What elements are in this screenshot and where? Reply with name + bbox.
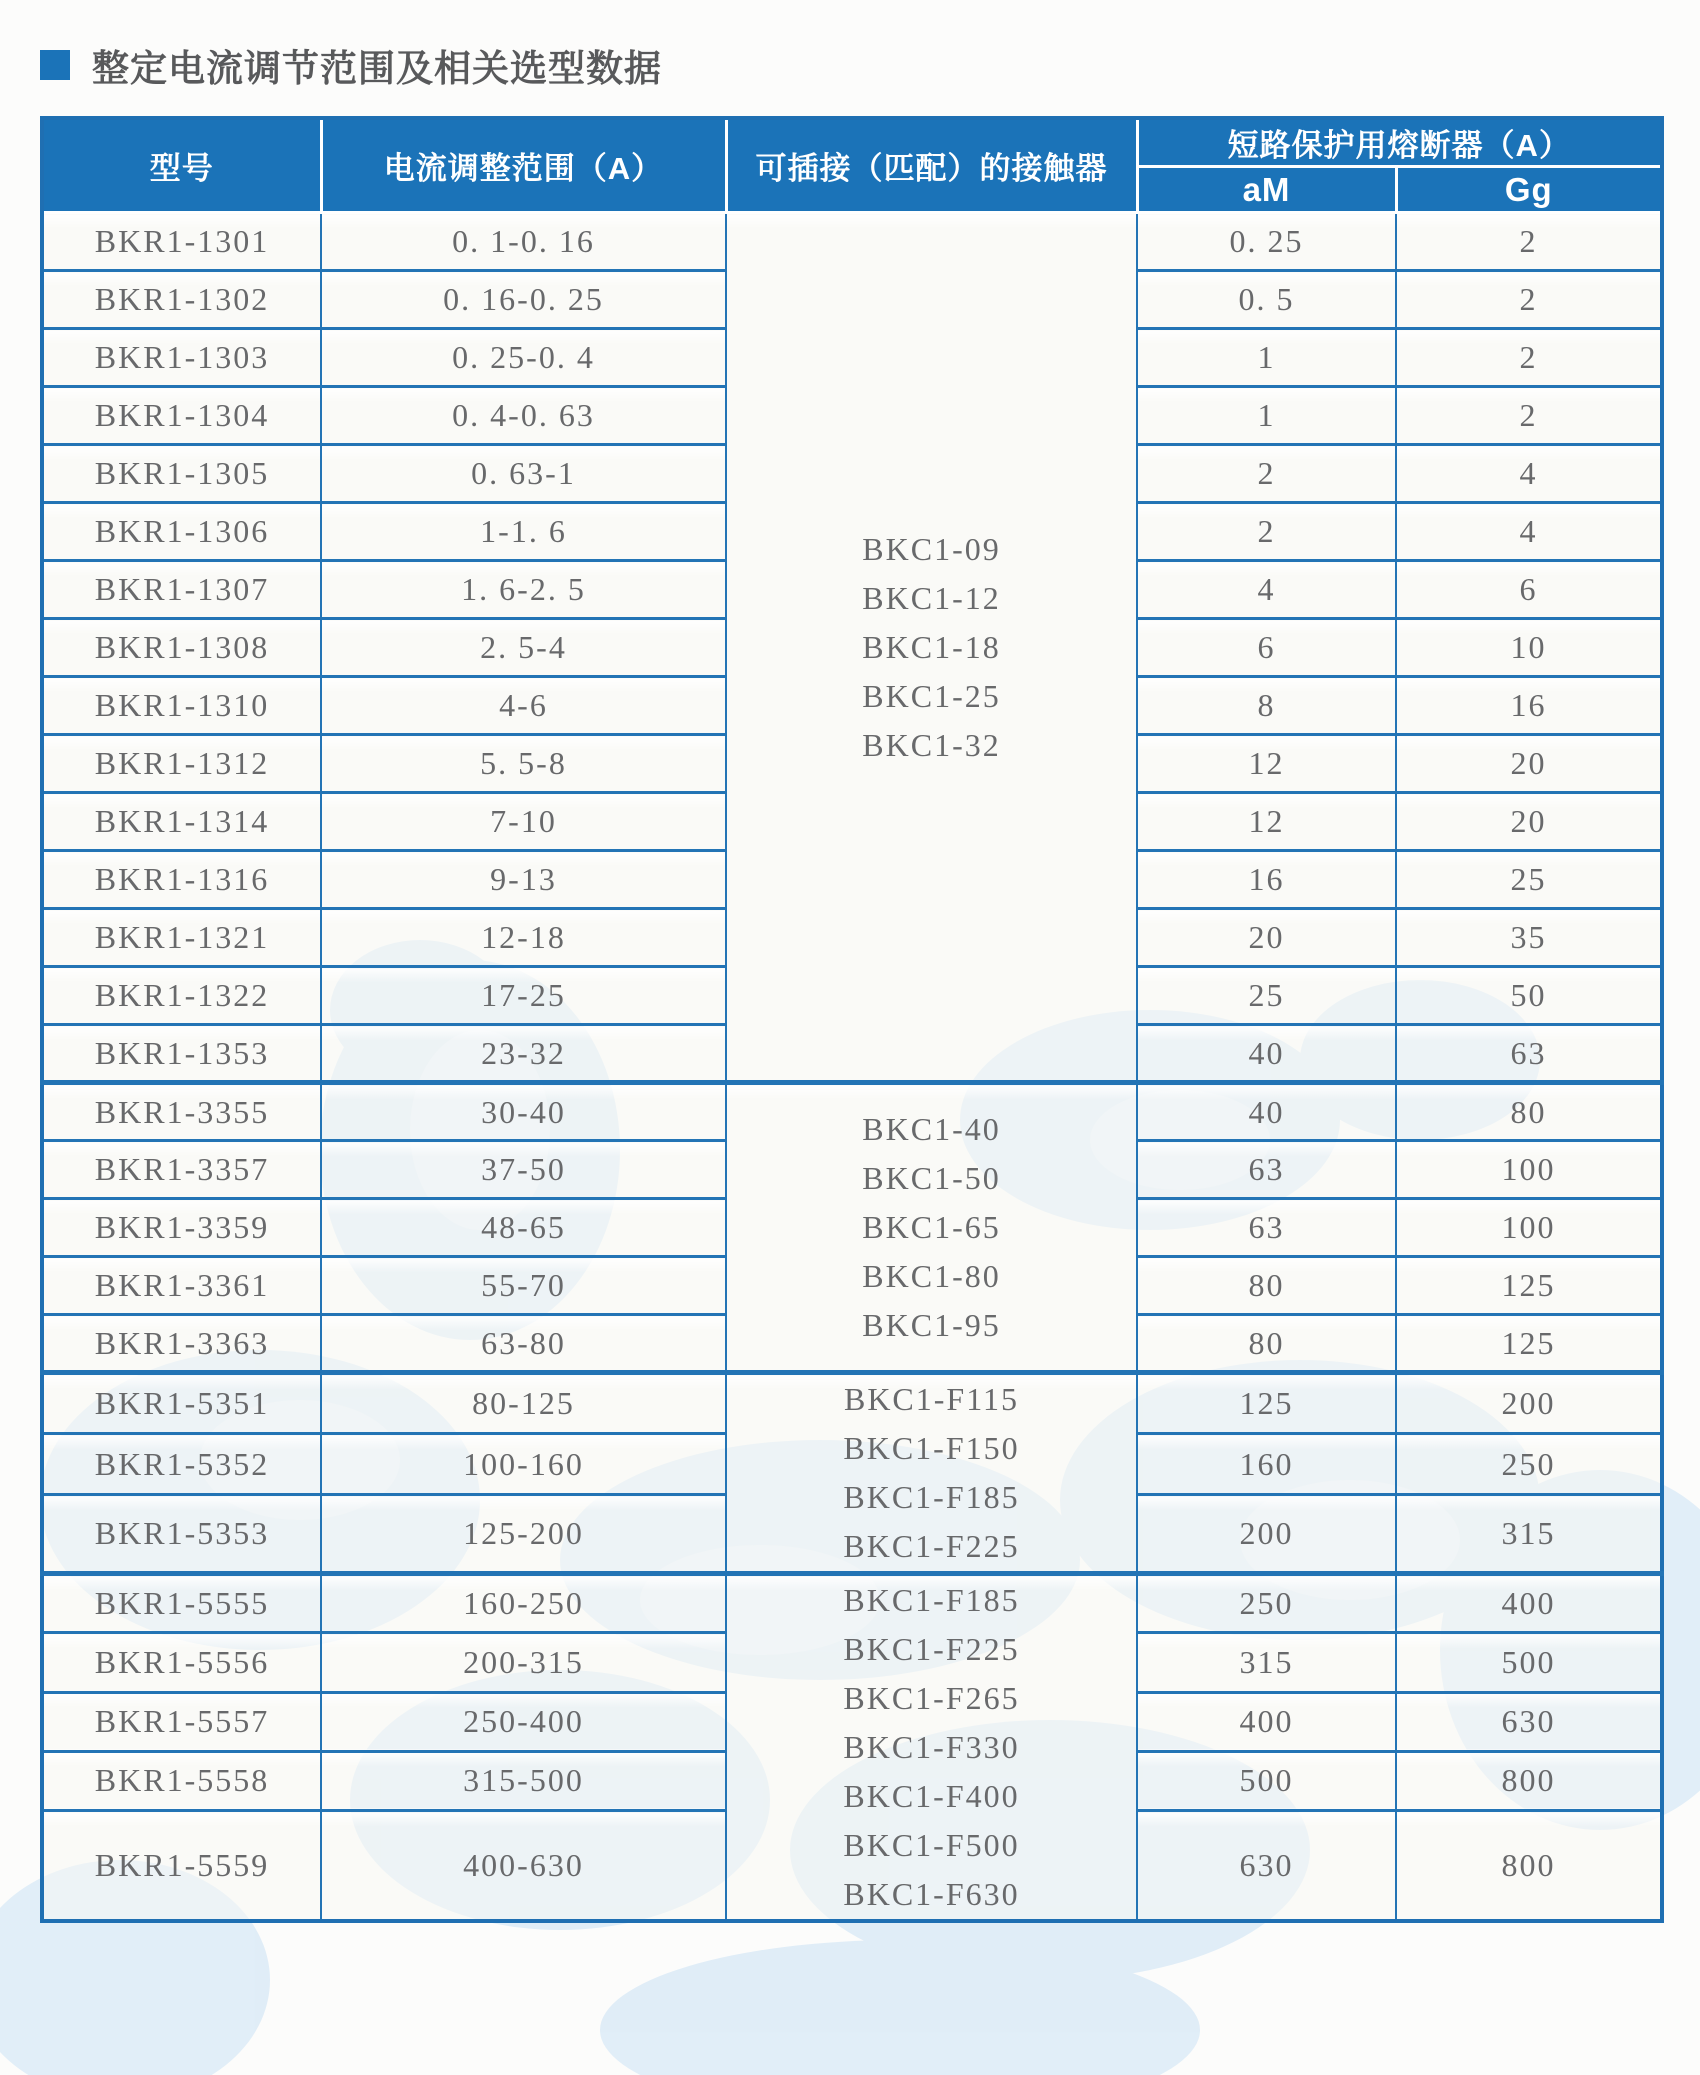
- fuse-gg-cell: 50: [1396, 967, 1662, 1025]
- range-cell: 37-50: [321, 1141, 726, 1199]
- contactor-item: BKC1-25: [862, 677, 1001, 714]
- fuse-gg-cell: 400: [1396, 1574, 1662, 1633]
- contactor-item: BKC1-F185: [843, 1582, 1020, 1618]
- contactor-item: BKC1-F630: [843, 1876, 1020, 1912]
- fuse-am-cell: 8: [1137, 677, 1396, 735]
- fuse-gg-cell: 100: [1396, 1199, 1662, 1257]
- range-cell: 12-18: [321, 909, 726, 967]
- model-cell: BKR1-1304: [42, 387, 321, 445]
- fuse-gg-cell: 800: [1396, 1811, 1662, 1921]
- range-cell: 2. 5-4: [321, 619, 726, 677]
- contactor-item: BKC1-80: [862, 1258, 1001, 1294]
- fuse-am-cell: 12: [1137, 793, 1396, 851]
- col-header-fuse-gg: Gg: [1396, 167, 1662, 213]
- fuse-gg-cell: 315: [1396, 1495, 1662, 1574]
- contactor-group-cell: [726, 213, 1137, 1083]
- fuse-am-cell: 20: [1137, 909, 1396, 967]
- range-cell: 0. 4-0. 63: [321, 387, 726, 445]
- fuse-am-cell: 0. 5: [1137, 271, 1396, 329]
- model-cell: BKR1-1305: [42, 445, 321, 503]
- contactor-item: BKC1-F185: [843, 1479, 1020, 1515]
- fuse-am-cell: 25: [1137, 967, 1396, 1025]
- range-cell: 4-6: [321, 677, 726, 735]
- model-cell: BKR1-5353: [42, 1495, 321, 1574]
- model-cell: BKR1-5555: [42, 1574, 321, 1633]
- model-cell: BKR1-3355: [42, 1083, 321, 1141]
- contactor-item: BKC1-18: [862, 628, 1001, 665]
- contactor-item: BKC1-95: [862, 1307, 1001, 1343]
- contactor-item: BKC1-40: [862, 1111, 1001, 1147]
- fuse-am-cell: 80: [1137, 1257, 1396, 1315]
- model-cell: BKR1-3363: [42, 1315, 321, 1373]
- contactor-item: BKC1-F150: [843, 1430, 1020, 1466]
- range-cell: 125-200: [321, 1495, 726, 1574]
- model-cell: BKR1-1306: [42, 503, 321, 561]
- range-cell: 48-65: [321, 1199, 726, 1257]
- range-cell: 0. 16-0. 25: [321, 271, 726, 329]
- model-cell: BKR1-5351: [42, 1373, 321, 1434]
- fuse-am-cell: 2: [1137, 503, 1396, 561]
- fuse-am-cell: 4: [1137, 561, 1396, 619]
- fuse-gg-cell: 63: [1396, 1025, 1662, 1083]
- fuse-am-cell: 63: [1137, 1199, 1396, 1257]
- fuse-am-cell: 1: [1137, 387, 1396, 445]
- fuse-am-cell: 1: [1137, 329, 1396, 387]
- model-cell: BKR1-5559: [42, 1811, 321, 1921]
- model-cell: BKR1-3357: [42, 1141, 321, 1199]
- range-cell: 160-250: [321, 1574, 726, 1633]
- fuse-gg-cell: 16: [1396, 677, 1662, 735]
- fuse-gg-cell: 125: [1396, 1257, 1662, 1315]
- range-cell: 200-315: [321, 1633, 726, 1692]
- model-cell: BKR1-1310: [42, 677, 321, 735]
- col-header-fuse: 短路保护用熔断器（A）: [1137, 118, 1662, 167]
- fuse-am-cell: 160: [1137, 1434, 1396, 1495]
- model-cell: BKR1-1312: [42, 735, 321, 793]
- model-cell: BKR1-5352: [42, 1434, 321, 1495]
- range-cell: 5. 5-8: [321, 735, 726, 793]
- range-cell: 400-630: [321, 1811, 726, 1921]
- fuse-gg-cell: 2: [1396, 387, 1662, 445]
- range-cell: 23-32: [321, 1025, 726, 1083]
- header-row-main: [42, 118, 1662, 167]
- range-cell: 1. 6-2. 5: [321, 561, 726, 619]
- col-header-current-range: 电流调整范围（A）: [321, 118, 726, 213]
- model-cell: BKR1-1314: [42, 793, 321, 851]
- fuse-gg-cell: 6: [1396, 561, 1662, 619]
- fuse-am-cell: 400: [1137, 1692, 1396, 1751]
- col-header-fuse-am: aM: [1137, 167, 1396, 213]
- fuse-am-cell: 125: [1137, 1373, 1396, 1434]
- contactor-item: BKC1-65: [862, 1209, 1001, 1245]
- fuse-gg-cell: 80: [1396, 1083, 1662, 1141]
- fuse-am-cell: 40: [1137, 1025, 1396, 1083]
- fuse-gg-cell: 20: [1396, 735, 1662, 793]
- model-cell: BKR1-1353: [42, 1025, 321, 1083]
- range-cell: 17-25: [321, 967, 726, 1025]
- contactor-item: BKC1-F225: [843, 1631, 1020, 1667]
- model-cell: BKR1-5558: [42, 1751, 321, 1810]
- range-cell: 80-125: [321, 1373, 726, 1434]
- range-cell: 30-40: [321, 1083, 726, 1141]
- range-cell: 1-1. 6: [321, 503, 726, 561]
- contactor-item: BKC1-09: [862, 530, 1001, 567]
- model-cell: BKR1-1303: [42, 329, 321, 387]
- model-cell: BKR1-1321: [42, 909, 321, 967]
- contactor-item: BKC1-F115: [843, 1381, 1020, 1417]
- contactor-item: BKC1-F225: [843, 1528, 1020, 1564]
- range-cell: 250-400: [321, 1692, 726, 1751]
- range-cell: 100-160: [321, 1434, 726, 1495]
- table-row: [42, 1574, 1662, 1633]
- fuse-gg-cell: 10: [1396, 619, 1662, 677]
- fuse-am-cell: 40: [1137, 1083, 1396, 1141]
- contactor-item: BKC1-F400: [843, 1778, 1020, 1814]
- fuse-am-cell: 0. 25: [1137, 213, 1396, 271]
- model-cell: BKR1-1301: [42, 213, 321, 271]
- model-cell: BKR1-3359: [42, 1199, 321, 1257]
- selection-table: [40, 116, 1664, 1923]
- section-title: [0, 0, 1700, 90]
- range-cell: 0. 63-1: [321, 445, 726, 503]
- contactor-group-cell: [726, 1083, 1137, 1373]
- model-cell: BKR1-1307: [42, 561, 321, 619]
- contactor-item: BKC1-F500: [843, 1827, 1020, 1863]
- fuse-am-cell: 200: [1137, 1495, 1396, 1574]
- fuse-am-cell: 12: [1137, 735, 1396, 793]
- contactor-item: BKC1-50: [862, 1160, 1001, 1196]
- fuse-am-cell: 16: [1137, 851, 1396, 909]
- range-cell: 9-13: [321, 851, 726, 909]
- fuse-am-cell: 630: [1137, 1811, 1396, 1921]
- table-row: [42, 213, 1662, 271]
- fuse-gg-cell: 35: [1396, 909, 1662, 967]
- table-row: [42, 1373, 1662, 1434]
- contactor-group-cell: [726, 1373, 1137, 1574]
- title-bullet-square: [40, 50, 70, 80]
- model-cell: BKR1-1322: [42, 967, 321, 1025]
- col-header-model: 型号: [42, 118, 321, 213]
- fuse-am-cell: 2: [1137, 445, 1396, 503]
- fuse-gg-cell: 2: [1396, 329, 1662, 387]
- fuse-gg-cell: 250: [1396, 1434, 1662, 1495]
- model-cell: BKR1-1316: [42, 851, 321, 909]
- range-cell: 315-500: [321, 1751, 726, 1810]
- fuse-am-cell: 63: [1137, 1141, 1396, 1199]
- fuse-am-cell: 250: [1137, 1574, 1396, 1633]
- fuse-gg-cell: 500: [1396, 1633, 1662, 1692]
- fuse-gg-cell: 2: [1396, 213, 1662, 271]
- page-title: 整定电流调节范围及相关选型数据: [92, 48, 662, 89]
- fuse-gg-cell: 2: [1396, 271, 1662, 329]
- fuse-gg-cell: 25: [1396, 851, 1662, 909]
- contactor-item: BKC1-F330: [843, 1729, 1020, 1765]
- contactor-item: BKC1-12: [862, 579, 1001, 616]
- range-cell: 63-80: [321, 1315, 726, 1373]
- range-cell: 0. 25-0. 4: [321, 329, 726, 387]
- fuse-am-cell: 80: [1137, 1315, 1396, 1373]
- model-cell: BKR1-5557: [42, 1692, 321, 1751]
- fuse-gg-cell: 125: [1396, 1315, 1662, 1373]
- contactor-item: BKC1-F265: [843, 1680, 1020, 1716]
- range-cell: 0. 1-0. 16: [321, 213, 726, 271]
- col-header-contactor: 可插接（匹配）的接触器: [726, 118, 1137, 213]
- range-cell: 55-70: [321, 1257, 726, 1315]
- model-cell: BKR1-1308: [42, 619, 321, 677]
- fuse-am-cell: 315: [1137, 1633, 1396, 1692]
- table-row: [42, 1083, 1662, 1141]
- fuse-am-cell: 6: [1137, 619, 1396, 677]
- fuse-gg-cell: 100: [1396, 1141, 1662, 1199]
- fuse-am-cell: 500: [1137, 1751, 1396, 1810]
- model-cell: BKR1-5556: [42, 1633, 321, 1692]
- model-cell: BKR1-1302: [42, 271, 321, 329]
- fuse-gg-cell: 20: [1396, 793, 1662, 851]
- fuse-gg-cell: 4: [1396, 445, 1662, 503]
- contactor-group-cell: [726, 1574, 1137, 1922]
- range-cell: 7-10: [321, 793, 726, 851]
- fuse-gg-cell: 200: [1396, 1373, 1662, 1434]
- fuse-gg-cell: 630: [1396, 1692, 1662, 1751]
- model-cell: BKR1-3361: [42, 1257, 321, 1315]
- fuse-gg-cell: 4: [1396, 503, 1662, 561]
- contactor-item: BKC1-32: [862, 726, 1001, 763]
- fuse-gg-cell: 800: [1396, 1751, 1662, 1810]
